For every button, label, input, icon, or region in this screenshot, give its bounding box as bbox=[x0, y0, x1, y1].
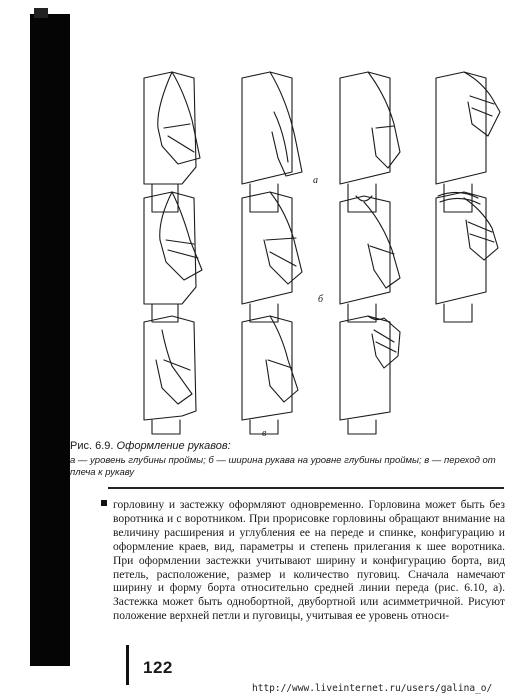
body-paragraph: горловину и застежку оформляют одновременно. Горловина может быть без воротника и с воротником. При прорисовке горловины обращают внимание на величину расширения и углубления ее на переде и спинке, конфигурацию и оформление краев, вид, параметры и степень прилегания к шее воротника. При оформлении застежки учитывают ширину и конфигурацию борта, вид петель, расположение, размер и количество пуговиц. Сначала намечают ширину и форму борта относительно средней линии переда (рис. 6.10, а). Застежка может быть однобортной, двубортной или асимметричной. Рисуют положение верхней петли и пуговицы, учитывая ее уровень относи- bbox=[113, 498, 505, 623]
bullet-marker bbox=[101, 500, 107, 506]
panel-label-a: а bbox=[313, 175, 318, 186]
watermark-url: http://www.liveinternet.ru/users/galina_o/ bbox=[252, 683, 493, 694]
section-divider bbox=[108, 487, 504, 489]
caption-legend: а — уровень глубины проймы; б — ширина рукава на уровне глубины проймы; в — переход от плеча к рукаву bbox=[70, 455, 496, 478]
page-number: 122 bbox=[143, 658, 173, 677]
sketch-a3 bbox=[340, 72, 400, 212]
sketch-a2 bbox=[242, 72, 302, 212]
sketch-a4 bbox=[436, 72, 500, 212]
panel-label-b: б bbox=[318, 294, 324, 305]
figure-caption bbox=[70, 440, 502, 479]
sketch-c3 bbox=[340, 316, 400, 434]
sketch-c1 bbox=[144, 316, 196, 434]
sketch-c2 bbox=[242, 316, 298, 434]
caption-title-text: Оформление рукавов: bbox=[116, 440, 231, 452]
page-number-bar bbox=[126, 645, 129, 685]
sketch-a1 bbox=[144, 72, 200, 212]
sketch-b3 bbox=[340, 196, 400, 322]
panel-label-c: в bbox=[262, 428, 267, 439]
caption-number: Рис. 6.9. bbox=[70, 440, 114, 452]
caption-title bbox=[70, 440, 502, 452]
